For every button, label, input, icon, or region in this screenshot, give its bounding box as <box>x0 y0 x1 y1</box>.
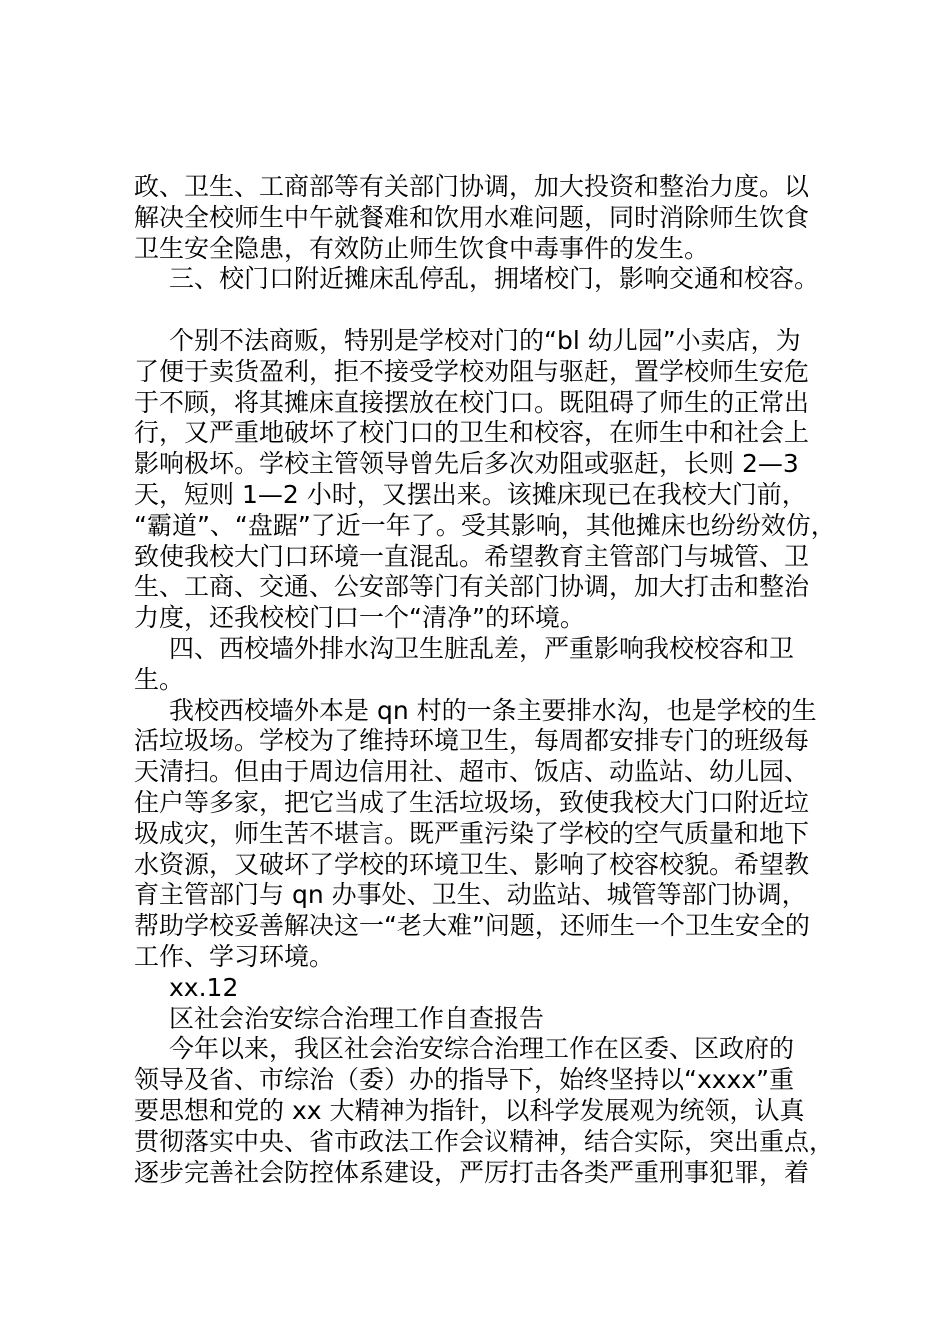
text-line: 要思想和党的 xx 大精神为指针，以科学发展观为统领，认真 <box>134 1095 805 1125</box>
document-body <box>134 172 854 1188</box>
text-line: 活垃圾场。学校为了维持环境卫生，每周都安排专门的班级每 <box>134 726 810 756</box>
text-line: 解决全校师生中午就餐难和饮用水难问题，同时消除师生饮食 <box>134 202 810 232</box>
text-line: 逐步完善社会防控体系建设，严厉打击各类严重刑事犯罪，着 <box>134 1157 810 1187</box>
text-line: 育主管部门与 qn 办事处、卫生、动监站、城管等部门协调， <box>134 880 807 910</box>
text-line: 今年以来，我区社会治安综合治理工作在区委、区政府的 <box>169 1034 795 1064</box>
report-title: 区社会治安综合治理工作自查报告 <box>169 1003 545 1033</box>
text-line: 工作、学习环境。 <box>134 941 335 971</box>
section-heading-4: 四、西校墙外排水沟卫生脏乱差，严重影响我校校容和卫 <box>169 633 795 663</box>
text-line: 致使我校大门口环境一直混乱。希望教育主管部门与城管、卫 <box>134 541 810 571</box>
text-line: 生、工商、交通、公安部等门有关部门协调，加大打击和整治 <box>134 572 810 602</box>
text-line: 我校西校墙外本是 qn 村的一条主要排水沟，也是学校的生 <box>169 695 817 725</box>
text-line: 贯彻落实中央、省市政法工作会议精神，结合实际，突出重点， <box>134 1126 835 1156</box>
text-line: 行，又严重地破坏了校门口的卫生和校容，在师生中和社会上 <box>134 418 810 448</box>
text-line: 帮助学校妥善解决这一“老大难”问题，还师生一个卫生安全的 <box>134 911 810 941</box>
text-line: 卫生安全隐患，有效防止师生饮食中毒事件的发生。 <box>134 233 710 263</box>
document-date: xx.12 <box>169 972 239 1002</box>
text-line: 天清扫。但由于周边信用社、超市、饭店、动监站、幼儿园、 <box>134 757 810 787</box>
text-line: 个别不法商贩，特别是学校对门的“bl 幼儿园”小卖店，为 <box>169 325 801 355</box>
text-line: 生。 <box>134 664 185 694</box>
text-line: 领导及省、市综治（委）办的指导下，始终坚持以“xxxx”重 <box>134 1065 795 1095</box>
blank-line <box>134 295 854 326</box>
text-line: 影响极坏。学校主管领导曾先后多次劝阻或驱赶，长则 2—3 <box>134 449 799 479</box>
text-line: 于不顾，将其摊床直接摆放在校门口。既阻碍了师生的正常出 <box>134 387 810 417</box>
text-line: 天，短则 1—2 小时，又摆出来。该摊床现已在我校大门前， <box>134 479 807 509</box>
section-heading-3: 三、校门口附近摊床乱停乱，拥堵校门，影响交通和校容。 <box>169 264 820 294</box>
text-line: “霸道”、“盘踞”了近一年了。受其影响，其他摊床也纷纷效仿， <box>134 510 836 540</box>
text-line: 力度，还我校校门口一个“清净”的环境。 <box>134 603 585 633</box>
text-line: 水资源，又破坏了学校的环境卫生、影响了校容校貌。希望教 <box>134 849 810 879</box>
text-line: 住户等多家，把它当成了生活垃圾场，致使我校大门口附近垃 <box>134 787 810 817</box>
text-line: 政、卫生、工商部等有关部门协调，加大投资和整治力度。以 <box>134 172 810 201</box>
text-line: 圾成灾，师生苦不堪言。既严重污染了学校的空气质量和地下 <box>134 818 810 848</box>
text-line: 了便于卖货盈利，拒不接受学校劝阻与驱赶，置学校师生安危 <box>134 356 810 386</box>
